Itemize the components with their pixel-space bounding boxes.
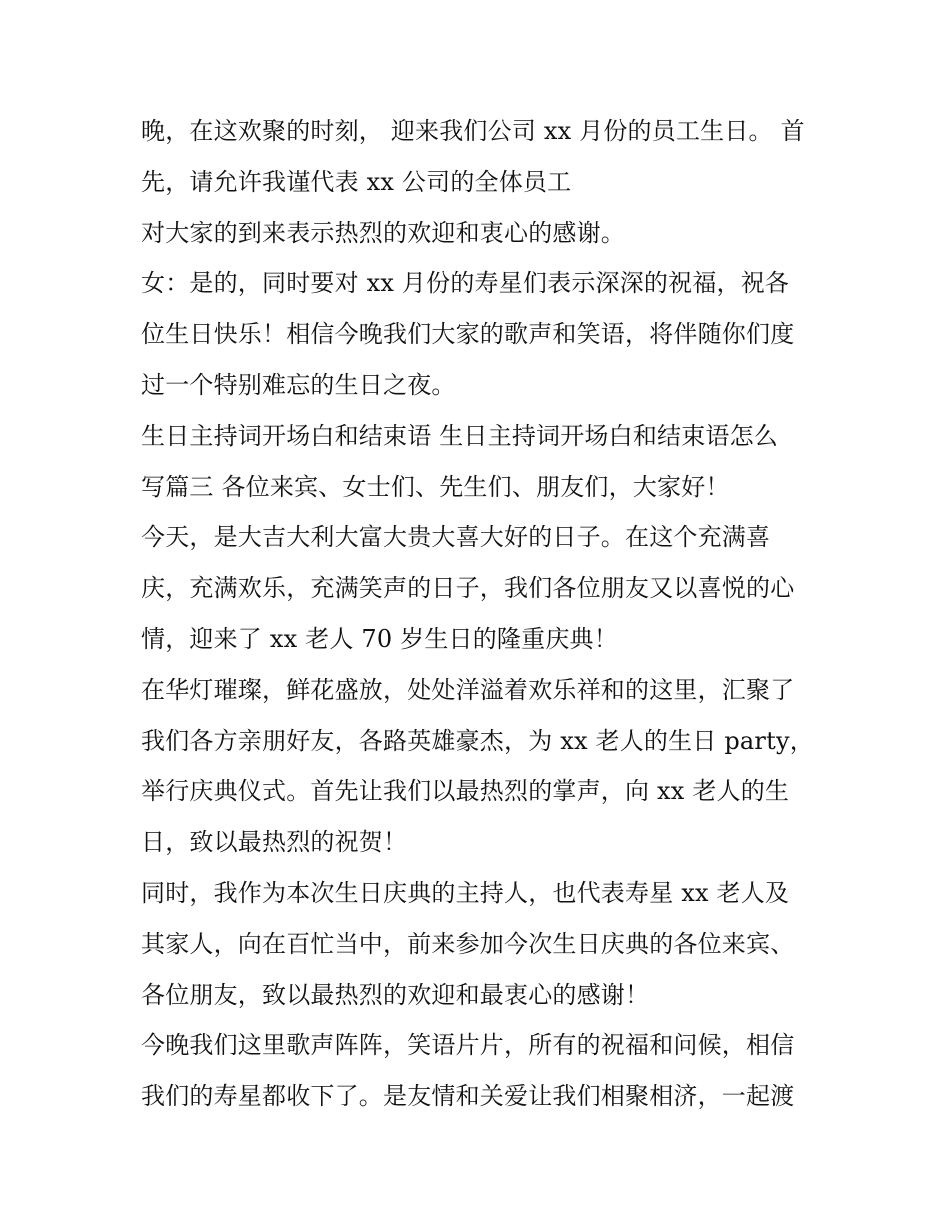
- text-line: 女：是的，同时要对 xx 月份的寿星们表示深深的祝福，祝各: [141, 269, 790, 298]
- text-line: 情，迎来了 xx 老人 70 岁生日的隆重庆典！: [141, 624, 618, 653]
- text-line: 庆，充满欢乐，充满笑声的日子，我们各位朋友又以喜悦的心: [141, 574, 795, 603]
- text-line: 在华灯璀璨，鲜花盛放，处处洋溢着欢乐祥和的这里，汇聚了: [141, 675, 795, 704]
- text-line: 各位朋友，致以最热烈的欢迎和最衷心的感谢！: [141, 980, 650, 1009]
- text-line: 生日主持词开场白和结束语 生日主持词开场白和结束语怎么: [141, 421, 779, 450]
- text-line: 我们的寿星都收下了。是友情和关爱让我们相聚相济，一起渡: [141, 1082, 795, 1111]
- text-line: 我们各方亲朋好友，各路英雄豪杰，为 xx 老人的生日 party，: [141, 726, 814, 755]
- text-line: 举行庆典仪式。首先让我们以最热烈的掌声，向 xx 老人的生: [141, 777, 790, 806]
- text-line: 对大家的到来表示热烈的欢迎和衷心的感谢。: [141, 218, 625, 247]
- text-line: 日，致以最热烈的祝贺！: [141, 828, 408, 857]
- text-line: 位生日快乐！相信今晚我们大家的歌声和笑语，将伴随你们度: [141, 320, 795, 349]
- text-line: 过一个特别难忘的生日之夜。: [141, 370, 456, 399]
- document-body: [141, 106, 821, 1122]
- text-line: 其家人，向在百忙当中，前来参加今次生日庆典的各位来宾、: [141, 929, 795, 958]
- text-line: 晚，在这欢聚的时刻， 迎来我们公司 xx 月份的员工生日。 首: [141, 117, 805, 145]
- text-line: 今天，是大吉大利大富大贵大喜大好的日子。在这个充满喜: [141, 523, 771, 552]
- text-line: 今晚我们这里歌声阵阵，笑语片片，所有的祝福和问候，相信: [141, 1031, 795, 1060]
- text-line: 先，请允许我谨代表 xx 公司的全体员工: [141, 167, 572, 196]
- text-line: 同时，我作为本次生日庆典的主持人，也代表寿星 xx 老人及: [141, 878, 790, 907]
- text-line: 写篇三 各位来宾、女士们、先生们、朋友们，大家好！: [141, 472, 730, 501]
